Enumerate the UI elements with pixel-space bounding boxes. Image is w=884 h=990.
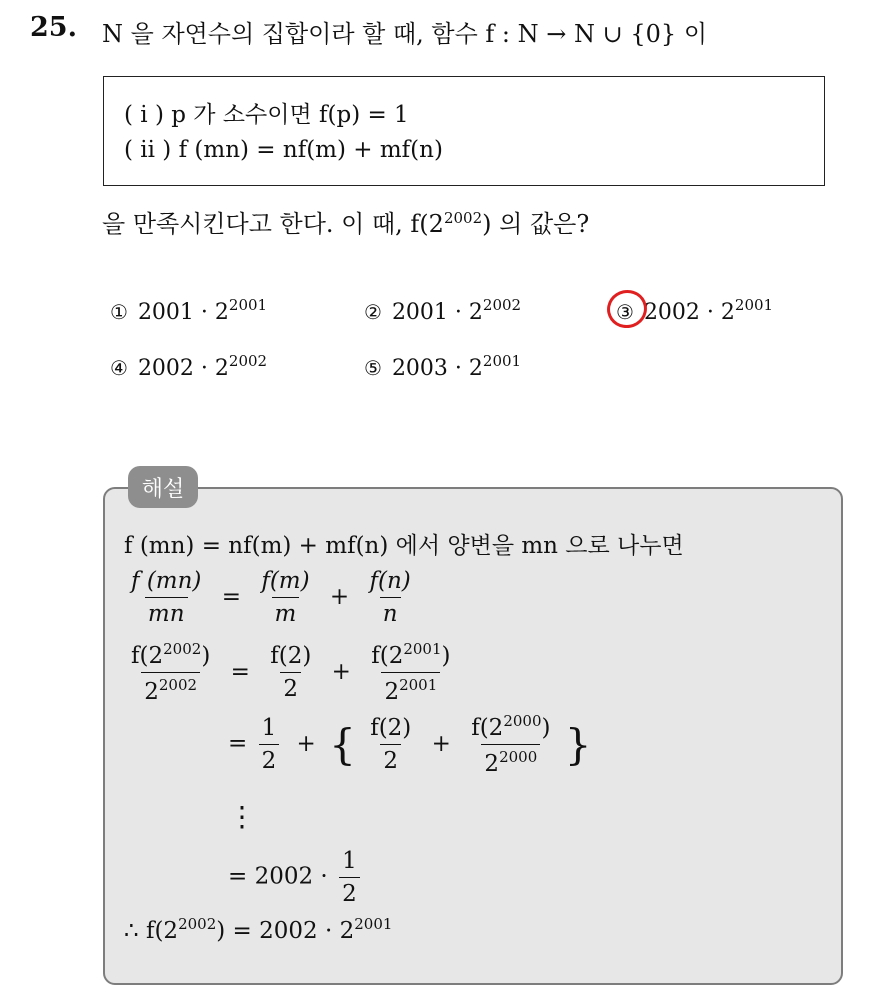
solution-eq-5: = 2002 · $\frac{1}{2}$: [228, 848, 364, 907]
question-ask: 을 만족시킨다고 한다. 이 때, $f(2^{2002})$ 의 값은?: [102, 209, 590, 238]
solution-eq-3: $\frac{f(2^{2002})}{2^{2002}}$ = $\frac{f(2)}{2}$ + $\frac{f(2^{2001})}{2^{2001}}$: [124, 640, 458, 705]
solution-eq-2: $\frac{f (mn)}{mn}$ = $\frac{f(m)}{m}$ + $\frac{f(n)}{n}$: [124, 568, 418, 627]
vertical-dots: ⋮: [228, 800, 256, 833]
conditions-box: [103, 76, 825, 186]
solution-conclusion: ∴ $f(2^{2002}) = 2002 \cdot 2^{2001}$: [124, 915, 393, 944]
condition-2: ( ii ) f (mn) = nf(m) + mf(n): [124, 137, 443, 163]
fraction: $\frac{1}{2}$: [339, 848, 360, 907]
question-number: 25.: [30, 12, 77, 43]
fraction: $\frac{f(2^{2000})}{2^{2000}}$: [471, 712, 551, 777]
fraction: $\frac{f(2^{2001})}{2^{2001}}$: [371, 640, 451, 705]
condition-1: ( i ) p 가 소수이면 f(p) = 1: [124, 102, 409, 128]
solution-tab: 해설: [128, 466, 198, 508]
choice-5[interactable]: ⑤ $2003 \cdot 2^{2001}$: [364, 352, 522, 381]
fraction: $\frac{f(2)}{2}$: [370, 715, 412, 774]
fraction: $\frac{f(2^{2002})}{2^{2002}}$: [131, 640, 211, 705]
choice-4[interactable]: ④ $2002 \cdot 2^{2002}$: [110, 352, 268, 381]
choice-2[interactable]: ② $2001 \cdot 2^{2002}$: [364, 296, 522, 325]
fraction: $\frac{1}{2}$: [259, 715, 280, 774]
fraction: $\frac{f (mn)}{mn}$: [131, 568, 202, 627]
question-stem: N 을 자연수의 집합이라 할 때, 함수 f : N → N ∪ {0} 이: [102, 20, 708, 48]
fraction: $\frac{f(m)}{m}$: [261, 568, 310, 627]
solution-line-1: f (mn) = nf(m) + mf(n) 에서 양변을 mn 으로 나누면: [124, 533, 684, 559]
fraction: $\frac{f(n)}{n}$: [369, 568, 411, 627]
choice-1[interactable]: ① $2001 \cdot 2^{2001}$: [110, 296, 268, 325]
solution-eq-4: = $\frac{1}{2}$ + { $\frac{f(2)}{2}$ + $\frac{f(2^{2000})}{2^{2000}}$ }: [228, 712, 592, 777]
fraction: $\frac{f(2)}{2}$: [270, 643, 312, 702]
choice-3[interactable]: ③ $2002 \cdot 2^{2001}$: [616, 296, 774, 325]
